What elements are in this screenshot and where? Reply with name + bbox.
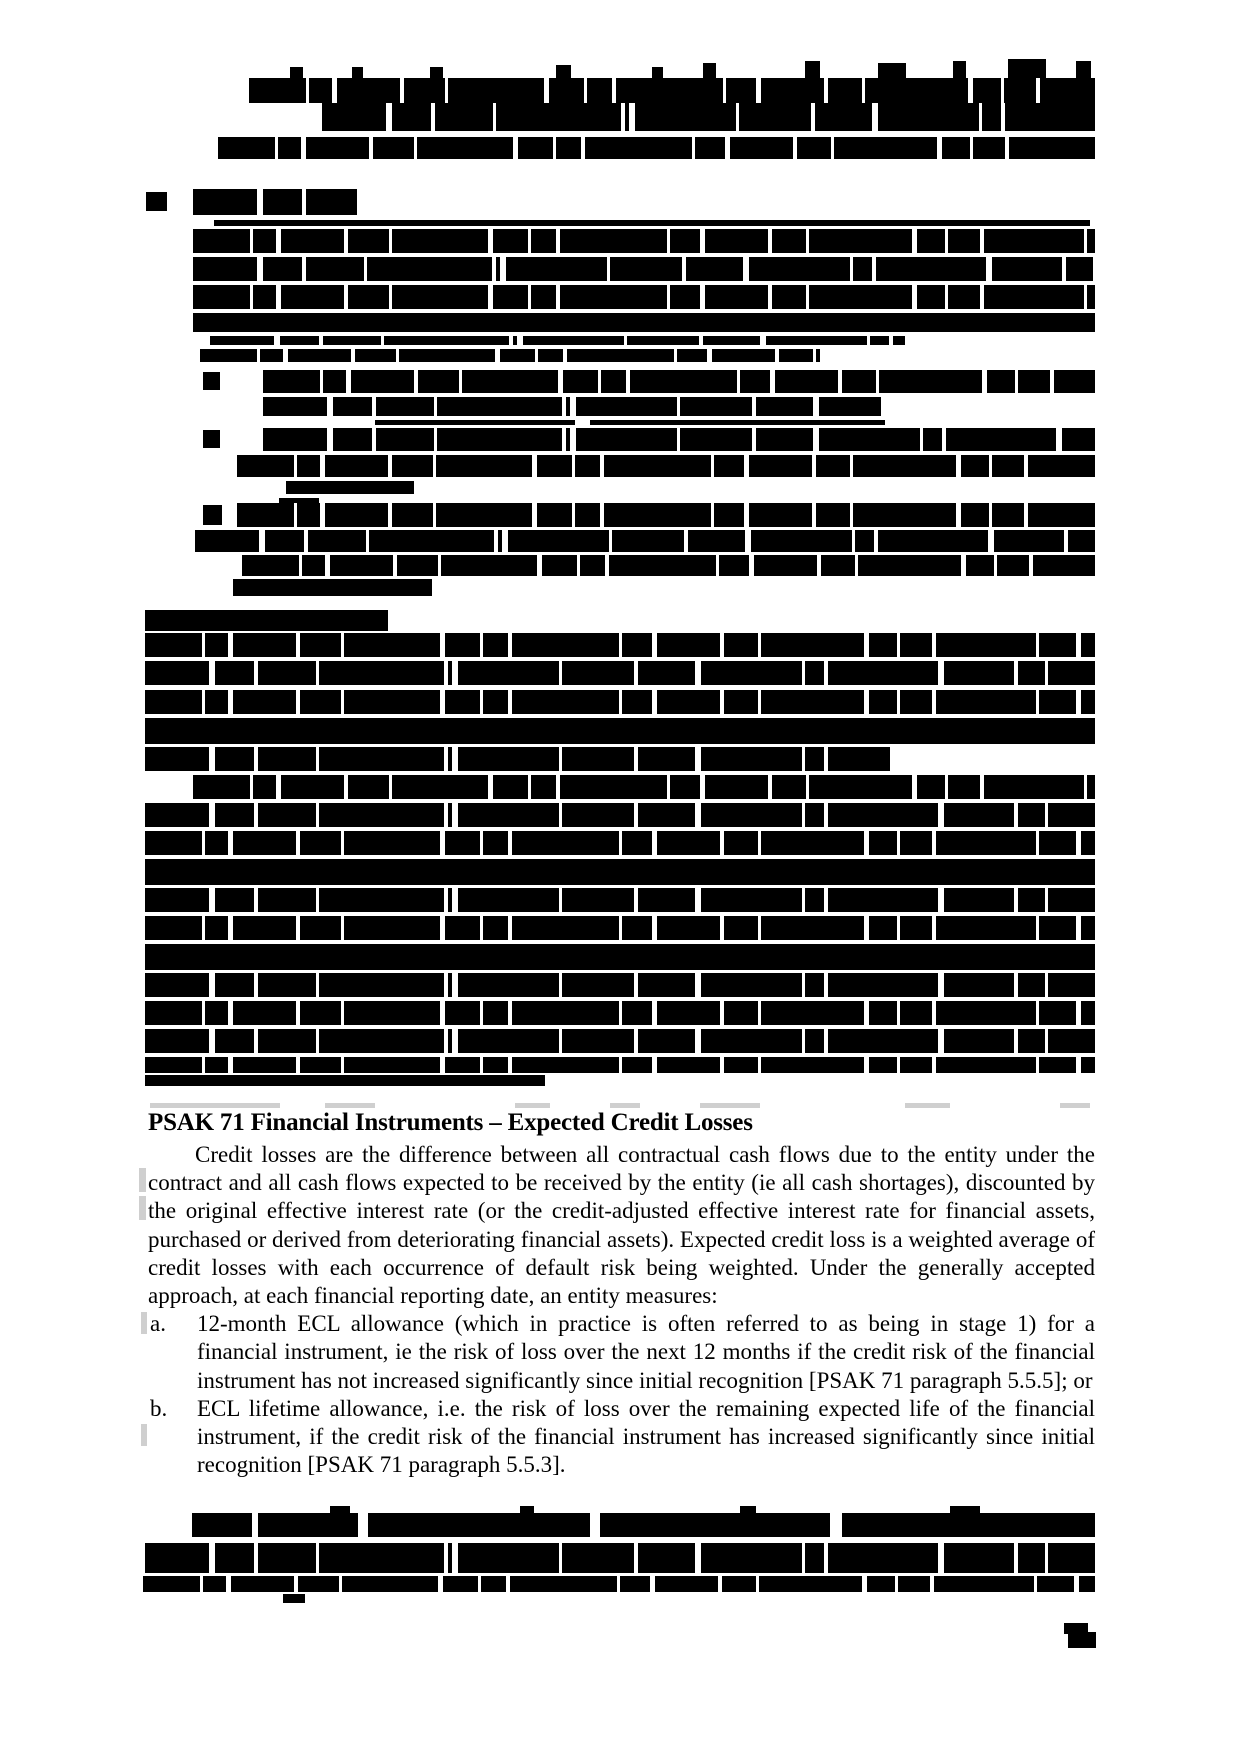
list-redaction-line — [263, 370, 1095, 393]
paragraph-redaction-line — [193, 285, 1095, 309]
list-redaction-line — [286, 481, 414, 494]
body-redaction-line — [145, 747, 890, 771]
paragraph-redaction-line — [210, 336, 905, 345]
footer-redaction-line — [192, 1513, 252, 1537]
body-redaction-line — [145, 973, 1095, 997]
list-redaction-line — [263, 428, 1095, 451]
body-redaction-line — [145, 1075, 545, 1086]
footer-redaction-line — [283, 1594, 305, 1603]
margin-tick — [141, 1312, 147, 1334]
heading-rule-redaction — [214, 220, 1090, 226]
list-redaction-line — [375, 420, 575, 425]
body-redaction-line — [145, 859, 1095, 885]
body-redaction-line — [145, 888, 1095, 912]
title-redaction-tick — [430, 67, 443, 78]
title-redaction-tick — [878, 63, 906, 78]
list-marker-b: b. — [150, 1395, 168, 1421]
list-redaction-line — [233, 579, 432, 596]
list-text-b: ECL lifetime allowance, i.e. the risk of loss over the remaining expected life of the financial instrument, if the credit risk of the financial instrument has increased significantly since initial recognition [PSAK 71 paragraph 5.5.3]. — [197, 1395, 1095, 1478]
margin-tick — [139, 1196, 146, 1220]
footer-redaction-tick — [330, 1506, 350, 1513]
title-redaction-tick — [805, 61, 820, 78]
page-number-redaction — [1068, 1632, 1096, 1648]
title-redaction-line — [249, 78, 1095, 103]
body-redaction-line — [145, 633, 1095, 657]
paragraph-redaction-line — [200, 349, 820, 362]
title-redaction-tick — [652, 67, 663, 78]
body-redaction-line — [145, 1057, 1095, 1073]
list-item-b — [148, 1395, 1095, 1480]
footer-redaction-line — [145, 1543, 1095, 1573]
title-redaction-line — [218, 137, 1095, 159]
title-redaction-tick — [352, 67, 363, 78]
body-redaction-line — [145, 803, 1095, 827]
list-item-a — [148, 1310, 1095, 1395]
bullet-marker-redaction — [203, 372, 220, 390]
list-redaction-line — [195, 530, 1095, 552]
body-redaction-line — [145, 690, 1095, 714]
body-redaction-line — [145, 610, 388, 631]
title-redaction-tick — [953, 61, 966, 78]
bullet-marker-redaction — [203, 505, 222, 525]
list-redaction-line — [242, 555, 1095, 576]
footer-redaction-line — [258, 1513, 358, 1537]
section-paragraph: Credit losses are the difference between all contractual cash flows due to the entity under the contract and all cash flows expected to be received by the entity (ie all cash shortages), discounted by the original effective interest rate (or the credit-adjusted effective interest rate for financial assets, purchased or derived from deteriorating financial assets). Expected credit loss is a weighted average of credit losses with each occurrence of default risk being weighted. Under the generally accepted approach, at each financial reporting date, an entity measures: — [148, 1142, 1095, 1309]
psak71-section — [148, 1108, 1095, 1479]
title-redaction-tick — [1008, 59, 1046, 78]
section-heading: PSAK 71 Financial Instruments – Expected Credit Losses — [148, 1109, 753, 1136]
margin-tick — [139, 1168, 146, 1192]
footer-redaction-tick — [740, 1506, 756, 1513]
body-redaction-line — [145, 916, 1095, 940]
list-redaction-line — [237, 455, 1095, 477]
list-marker-a: a. — [150, 1311, 166, 1337]
footer-redaction-line — [842, 1513, 1095, 1537]
title-redaction-tick — [556, 65, 571, 78]
paragraph-redaction-line — [193, 229, 1095, 253]
title-redaction-tick — [1076, 61, 1091, 78]
title-redaction-line — [322, 103, 1095, 131]
body-redaction-line — [145, 718, 1095, 744]
footer-redaction-tick — [520, 1506, 534, 1513]
footer-redaction-line — [368, 1513, 590, 1537]
body-redaction-line — [145, 944, 1095, 970]
list-redaction-line — [590, 420, 885, 425]
list-redaction-line — [237, 503, 1095, 527]
title-redaction-tick — [290, 67, 303, 78]
paragraph-redaction-line — [193, 257, 1095, 281]
body-redaction-line — [145, 661, 1095, 685]
list-text-a: 12-month ECL allowance (which in practice is often referred to as being in stage 1) for a financial instrument, ie the risk of loss over the next 12 months if the credit risk of the financial instrument has not increased significantly since initial recognition [PSAK 71 paragraph 5.5.5]; or — [197, 1311, 1095, 1393]
paragraph-redaction-line — [193, 313, 1095, 332]
body-redaction-line — [145, 1001, 1095, 1025]
body-redaction-line — [145, 831, 1095, 855]
section-number-redaction — [146, 192, 167, 211]
section-heading-redaction — [193, 189, 357, 215]
bullet-marker-redaction — [203, 430, 220, 448]
title-redaction-tick — [703, 63, 716, 78]
body-redaction-line — [145, 1029, 1095, 1053]
list-redaction-line — [263, 397, 881, 416]
body-redaction-line — [193, 775, 1095, 799]
margin-tick — [141, 1424, 147, 1446]
footer-redaction-line — [143, 1576, 1095, 1592]
footer-redaction-line — [600, 1513, 830, 1537]
footer-redaction-tick — [950, 1506, 980, 1513]
